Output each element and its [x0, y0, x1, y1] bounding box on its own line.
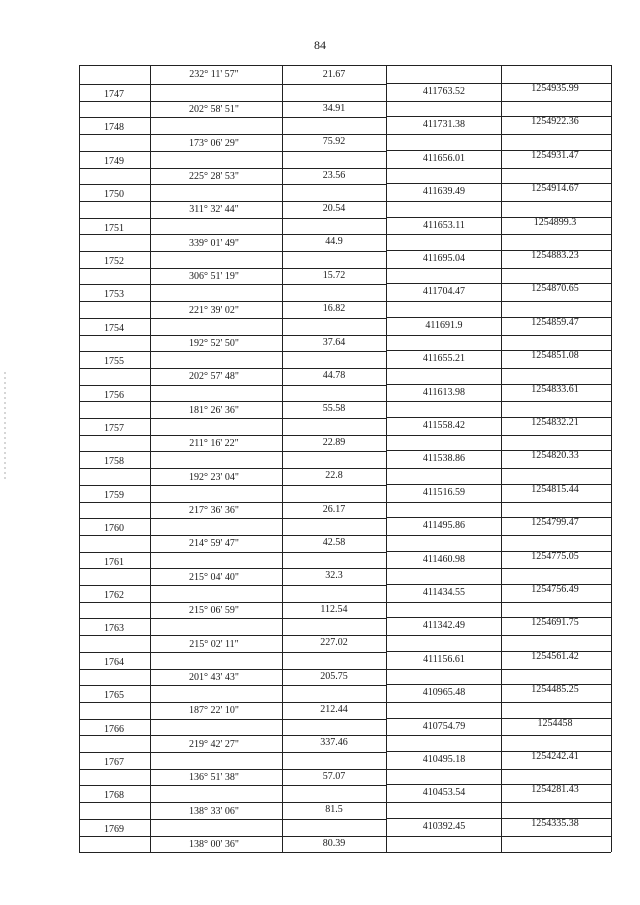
segment-distance: 112.54: [320, 603, 348, 615]
point-number: 1752: [104, 256, 124, 267]
segment-row-line: [79, 585, 386, 586]
point-number: 1757: [104, 423, 124, 434]
segment-distance: 23.56: [322, 169, 346, 181]
coordinate-x: 411653.11: [423, 219, 465, 231]
segment-distance: 34.91: [322, 102, 346, 114]
point-number: 1763: [104, 623, 124, 635]
point-number: 1750: [104, 189, 124, 201]
segment-row-line: [79, 84, 386, 85]
segment-distance: 44.78: [322, 369, 346, 381]
segment-distance: 205.75: [320, 670, 348, 682]
coordinate-x: 410754.79: [422, 720, 466, 732]
bearing-angle: 181° 26' 36": [189, 404, 239, 416]
segment-distance: 20.54: [322, 202, 346, 214]
coordinate-x: 411704.47: [422, 286, 466, 298]
column-separator: [150, 65, 151, 852]
segment-distance: 22.8: [325, 470, 343, 482]
coordinate-y: 1254832.21: [531, 417, 579, 428]
segment-row-line: [79, 518, 386, 519]
coordinate-x: 411460.98: [422, 553, 466, 565]
point-row-line: [79, 802, 611, 803]
point-number: 1761: [104, 556, 124, 568]
point-row-line: [79, 735, 611, 736]
segment-distance: 44.9: [325, 236, 343, 248]
point-number: 1753: [104, 289, 124, 301]
coordinate-y: 1254859.47: [531, 316, 579, 328]
segment-distance: 337.46: [320, 737, 348, 749]
segment-row-line: [79, 318, 386, 319]
segment-distance: 75.92: [322, 136, 346, 148]
coordinate-y: 1254899.3: [533, 216, 577, 228]
segment-row-line: [79, 418, 386, 419]
bearing-angle: 201° 43' 43": [189, 672, 239, 683]
segment-row-line: [79, 785, 386, 786]
coordinate-x: 411342.49: [422, 620, 466, 632]
bearing-angle: 215° 06' 59": [189, 605, 239, 617]
segment-distance: 55.58: [322, 403, 346, 415]
page-number: 84: [314, 38, 326, 52]
coordinate-x: 411691.9: [425, 319, 463, 331]
bearing-angle: 138° 33' 06": [189, 805, 239, 817]
bearing-angle: 339° 01' 49": [189, 237, 239, 249]
column-separator: [282, 65, 283, 852]
bearing-angle: 192° 52' 50": [189, 338, 239, 349]
segment-row-line: [79, 719, 386, 720]
segment-row-line: [79, 251, 386, 252]
point-row-line: [79, 201, 611, 202]
bearing-angle: 217° 36' 36": [189, 505, 239, 516]
segment-distance: 57.07: [322, 770, 346, 782]
point-row-line: [79, 234, 611, 235]
coordinate-y: 1254883.23: [531, 250, 579, 261]
point-row-line: [79, 335, 611, 336]
bearing-angle: 138° 00' 36": [189, 839, 239, 850]
point-number: 1756: [104, 389, 124, 401]
coordinate-y: 1254914.67: [531, 183, 579, 195]
coordinate-x: 411495.86: [422, 520, 466, 532]
segment-distance: 22.89: [322, 436, 346, 448]
point-row-line: [79, 268, 611, 269]
segment-distance: 42.58: [322, 536, 346, 548]
coordinate-y: 1254485.25: [531, 684, 579, 696]
point-row-line: [79, 568, 611, 569]
coordinate-y: 1254799.47: [531, 517, 579, 529]
point-number: 1764: [104, 656, 124, 668]
point-row-line: [79, 535, 611, 536]
table-border-top: [79, 65, 611, 66]
point-number: 1754: [104, 322, 124, 334]
segment-row-line: [79, 151, 386, 152]
bearing-angle: 202° 58' 51": [189, 104, 239, 116]
coordinate-y: 1254775.05: [531, 550, 579, 562]
bearing-angle: 202° 57' 48": [189, 371, 239, 383]
segment-row-line: [79, 685, 386, 686]
point-row-line: [79, 134, 611, 135]
coordinate-y: 1254281.43: [531, 784, 579, 796]
point-row-line: [79, 468, 611, 469]
point-row-line: [79, 368, 611, 369]
coordinate-x: 411538.86: [422, 453, 466, 465]
segment-row-line: [79, 385, 386, 386]
coordinate-y: 1254691.75: [531, 617, 579, 629]
segment-distance: 212.44: [320, 703, 348, 715]
point-row-line: [79, 168, 611, 169]
segment-row-line: [79, 618, 386, 619]
coordinate-x: 411613.98: [422, 386, 466, 398]
coordinate-x: 411731.38: [422, 119, 466, 131]
point-number: 1762: [104, 590, 124, 601]
column-separator: [611, 65, 612, 852]
coordinate-x: 410965.48: [422, 687, 466, 699]
point-row-line: [79, 836, 611, 837]
coordinate-y: 1254458: [537, 717, 573, 729]
coordinate-y: 1254335.38: [531, 817, 579, 829]
point-row-line: [79, 301, 611, 302]
segment-distance: 80.39: [322, 837, 346, 849]
coordinate-y: 1254851.08: [531, 350, 579, 362]
coordinate-x: 411763.52: [422, 86, 466, 97]
bearing-angle: 187° 22' 10": [189, 705, 239, 717]
coordinate-x: 411156.61: [423, 653, 465, 665]
coordinate-x: 411656.01: [422, 152, 466, 164]
point-row-line: [79, 602, 611, 603]
segment-row-line: [79, 117, 386, 118]
segment-distance: 37.64: [322, 336, 346, 348]
point-number: 1759: [104, 489, 124, 501]
point-number: 1758: [104, 456, 124, 468]
segment-row-line: [79, 218, 386, 219]
point-row-line: [79, 435, 611, 436]
table-border-bottom: [79, 852, 611, 853]
coordinate-x: 410495.18: [422, 754, 466, 765]
segment-distance: 227.02: [320, 637, 348, 649]
coordinate-y: 1254242.41: [531, 751, 579, 762]
bearing-angle: 215° 02' 11": [189, 638, 239, 650]
coordinate-y: 1254820.33: [531, 450, 579, 462]
point-number: 1769: [104, 823, 124, 835]
coordinate-y: 1254833.61: [531, 383, 579, 395]
coordinate-x: 410453.54: [422, 787, 466, 799]
point-row-line: [79, 101, 611, 102]
segment-distance: 16.82: [322, 303, 346, 315]
point-row-line: [79, 669, 611, 670]
point-row-line: [79, 635, 611, 636]
coordinate-y: 1254922.36: [531, 116, 579, 128]
coordinate-y: 1254870.65: [531, 283, 579, 295]
segment-distance: 81.5: [325, 804, 343, 816]
segment-row-line: [79, 184, 386, 185]
segment-row-line: [79, 451, 386, 452]
segment-row-line: [79, 652, 386, 653]
coordinate-x: 411695.04: [422, 253, 466, 264]
point-row-line: [79, 502, 611, 503]
bearing-angle: 192° 23' 04": [189, 471, 239, 483]
segment-row-line: [79, 485, 386, 486]
coordinate-x: 411558.42: [422, 420, 466, 431]
bearing-angle: 211° 16' 22": [189, 438, 239, 450]
coordinate-y: 1254931.47: [531, 149, 579, 161]
bearing-angle: 225° 28' 53": [189, 171, 239, 182]
point-row-line: [79, 401, 611, 402]
point-row-line: [79, 702, 611, 703]
bearing-angle: 136° 51' 38": [189, 772, 239, 784]
bearing-angle: 232° 11' 57": [189, 69, 239, 80]
point-number: 1760: [104, 523, 124, 535]
coordinate-x: 410392.45: [422, 820, 466, 832]
segment-row-line: [79, 284, 386, 285]
point-row-line: [79, 769, 611, 770]
coordinate-x: 411434.55: [422, 587, 466, 598]
bearing-angle: 214° 59' 47": [189, 538, 239, 550]
segment-distance: 21.67: [322, 69, 346, 80]
bearing-angle: 221° 39' 02": [189, 304, 239, 316]
point-number: 1747: [104, 89, 124, 100]
point-number: 1749: [104, 155, 124, 167]
bearing-angle: 311° 32' 44": [189, 204, 239, 216]
segment-distance: 32.3: [325, 570, 343, 582]
point-number: 1767: [104, 757, 124, 768]
point-number: 1751: [104, 222, 124, 234]
scan-edge-artifact: [4, 372, 6, 482]
coordinate-table: [79, 65, 611, 852]
point-number: 1755: [104, 356, 124, 368]
segment-row-line: [79, 752, 386, 753]
coordinate-y: 1254935.99: [531, 83, 579, 94]
bearing-angle: 219° 42' 27": [189, 738, 239, 750]
point-number: 1748: [104, 122, 124, 134]
coordinate-y: 1254815.44: [531, 483, 579, 495]
coordinate-x: 411516.59: [422, 486, 466, 498]
coordinate-y: 1254561.42: [531, 650, 579, 662]
segment-distance: 15.72: [322, 269, 346, 281]
segment-distance: 26.17: [322, 503, 346, 515]
coordinate-x: 411655.21: [422, 353, 466, 365]
coordinate-x: 411639.49: [422, 186, 466, 198]
coordinate-y: 1254756.49: [531, 584, 579, 595]
bearing-angle: 215° 04' 40": [189, 571, 239, 583]
segment-row-line: [79, 552, 386, 553]
point-number: 1765: [104, 690, 124, 702]
point-number: 1766: [104, 723, 124, 735]
segment-row-line: [79, 819, 386, 820]
segment-row-line: [79, 351, 386, 352]
point-number: 1768: [104, 790, 124, 802]
bearing-angle: 173° 06' 29": [189, 137, 239, 149]
bearing-angle: 306° 51' 19": [189, 271, 239, 283]
